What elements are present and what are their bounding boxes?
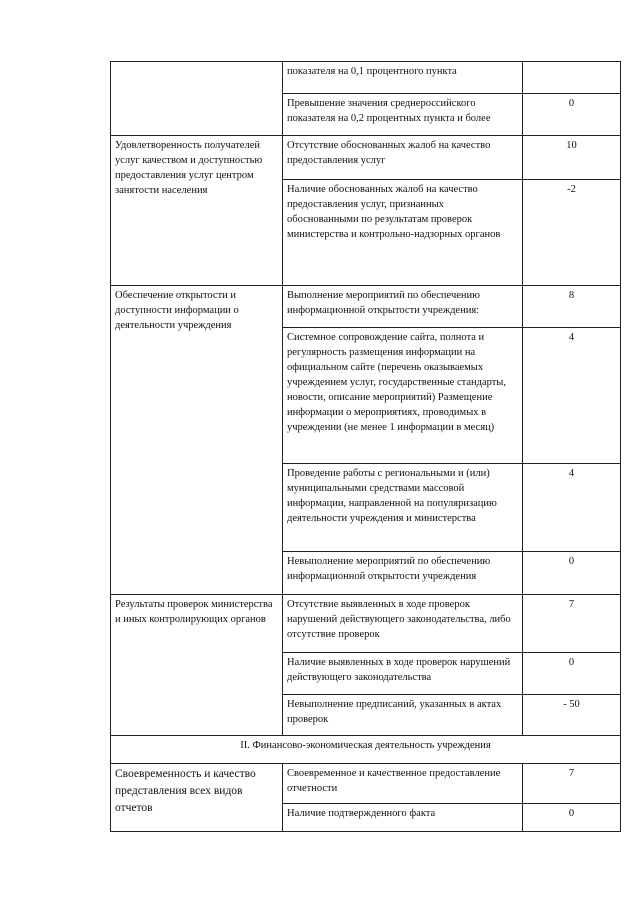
score-cell: 4 [523,328,621,464]
score-cell: 7 [523,595,621,653]
score-cell: - 50 [523,695,621,736]
section-header-row [111,736,621,764]
score-cell: 8 [523,286,621,328]
score-cell: 0 [523,804,621,832]
score-cell: 0 [523,552,621,595]
criterion-cell: Своевременность и качество представления всех видов отчетов [111,764,283,832]
criteria-table [110,61,621,832]
score-cell: 7 [523,764,621,804]
score-cell [523,62,621,94]
criterion-cell: Обеспечение открытости и доступности информации о деятельности учреждения [111,286,283,595]
indicator-cell: Отсутствие выявленных в ходе проверок нарушений действующего законодательства, либо отсутствие проверок [283,595,523,653]
table-row [111,62,621,94]
indicator-cell: Системное сопровождение сайта, полнота и регулярность размещения информации на официальном сайте (перечень оказываемых учреждением услуг, государственные стандарты, новости, описание мероприятий) Размещение информации о мероприятиях, проводимых в учреждении (не менее 1 информации в месяц) [283,328,523,464]
criterion-cell: Результаты проверок министерства и иных контролирующих органов [111,595,283,736]
indicator-cell: Невыполнение мероприятий по обеспечению информационной открытости учреждения [283,552,523,595]
indicator-cell: Превышение значения среднероссийского показателя на 0,2 процентных пункта и более [283,94,523,136]
criterion-cell: Удовлетворенность получателей услуг качеством и доступностью предоставления услуг центром занятости населения [111,136,283,286]
section-title: II. Финансово-экономическая деятельность учреждения [111,736,621,764]
table-row [111,286,621,328]
criterion-cell [111,62,283,136]
score-cell: 4 [523,464,621,552]
score-cell: -2 [523,180,621,286]
indicator-cell: Наличие выявленных в ходе проверок нарушений действующего законодательства [283,653,523,695]
indicator-cell: показателя на 0,1 процентного пункта [283,62,523,94]
score-cell: 0 [523,653,621,695]
indicator-cell: Своевременное и качественное предоставление отчетности [283,764,523,804]
score-cell: 10 [523,136,621,180]
table-row [111,136,621,180]
indicator-cell: Наличие обоснованных жалоб на качество предоставления услуг, признанных обоснованными по результатам проверок министерства и контрольно-надзорных органов [283,180,523,286]
indicator-cell: Наличие подтвержденного факта [283,804,523,832]
table-row [111,764,621,804]
indicator-cell: Отсутствие обоснованных жалоб на качество предоставления услуг [283,136,523,180]
table-row [111,595,621,653]
indicator-cell: Выполнение мероприятий по обеспечению информационной открытости учреждения: [283,286,523,328]
score-cell: 0 [523,94,621,136]
indicator-cell: Проведение работы с региональными и (или) муниципальными средствами массовой информации, направленной на популяризацию деятельности учреждения и министерства [283,464,523,552]
indicator-cell: Невыполнение предписаний, указанных в актах проверок [283,695,523,736]
